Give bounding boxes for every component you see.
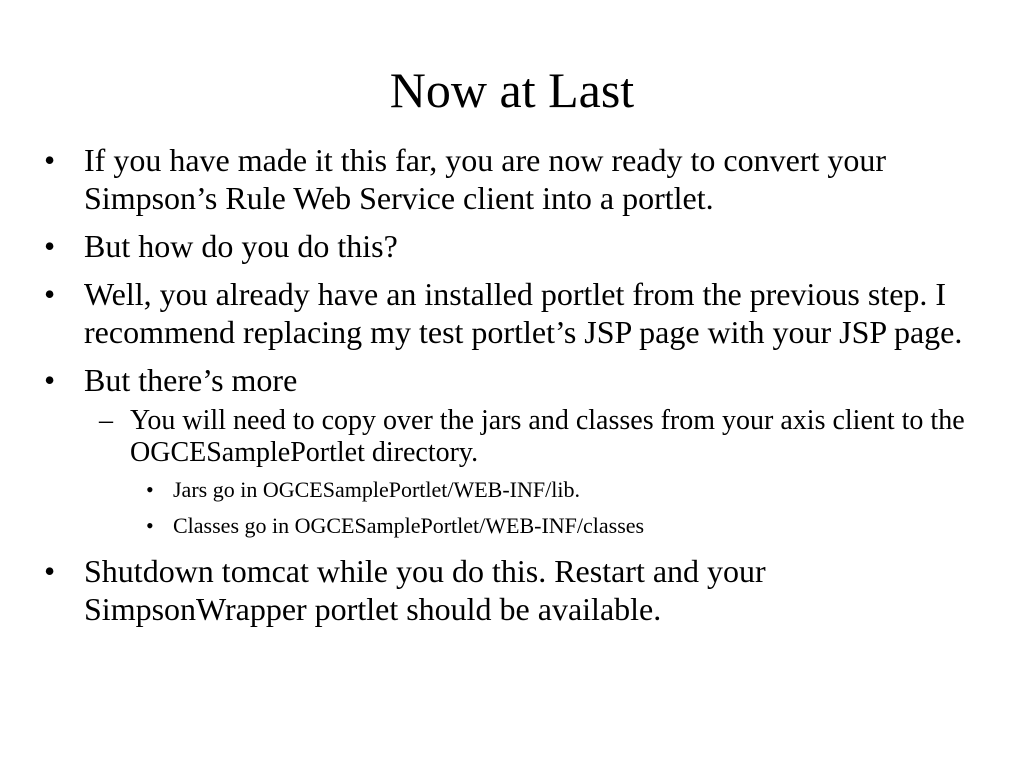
- dash-icon: –: [99, 405, 113, 436]
- sub-sub-bullet-text: Jars go in OGCESamplePortlet/WEB-INF/lib.: [173, 477, 580, 502]
- bullet-icon: •: [146, 477, 154, 502]
- bullet-icon: •: [44, 362, 56, 398]
- bullet-item: [0, 227, 1024, 265]
- bullet-text: Shutdown tomcat while you do this. Restart and your SimpsonWrapper portlet should be available.: [84, 553, 766, 627]
- sub-sub-bullet-item: [0, 477, 1024, 503]
- bullet-item: [0, 552, 1024, 628]
- bullet-list: [0, 141, 1024, 638]
- bullet-item: [0, 141, 1024, 217]
- bullet-icon: •: [44, 228, 56, 264]
- bullet-icon: •: [44, 276, 56, 312]
- sub-bullet-text: You will need to copy over the jars and classes from your axis client to the OGCESamplePortlet directory.: [130, 405, 965, 468]
- sub-sub-bullet-text: Classes go in OGCESamplePortlet/WEB-INF/classes: [173, 513, 645, 538]
- bullet-text: Well, you already have an installed portlet from the previous step. I recommend replacing my test portlet’s JSP page with your JSP page.: [84, 276, 963, 350]
- bullet-icon: •: [44, 553, 56, 589]
- bullet-item: [0, 275, 1024, 351]
- bullet-item: [0, 361, 1024, 399]
- bullet-text: But there’s more: [84, 362, 298, 398]
- bullet-text: If you have made it this far, you are now ready to convert your Simpson’s Rule Web Service client into a portlet.: [84, 142, 886, 216]
- bullet-icon: •: [146, 513, 154, 538]
- bullet-text: But how do you do this?: [84, 228, 398, 264]
- bullet-icon: •: [44, 142, 56, 178]
- sub-sub-bullet-item: [0, 513, 1024, 539]
- slide-title: Now at Last: [389, 62, 635, 118]
- sub-bullet-item: [0, 405, 1024, 469]
